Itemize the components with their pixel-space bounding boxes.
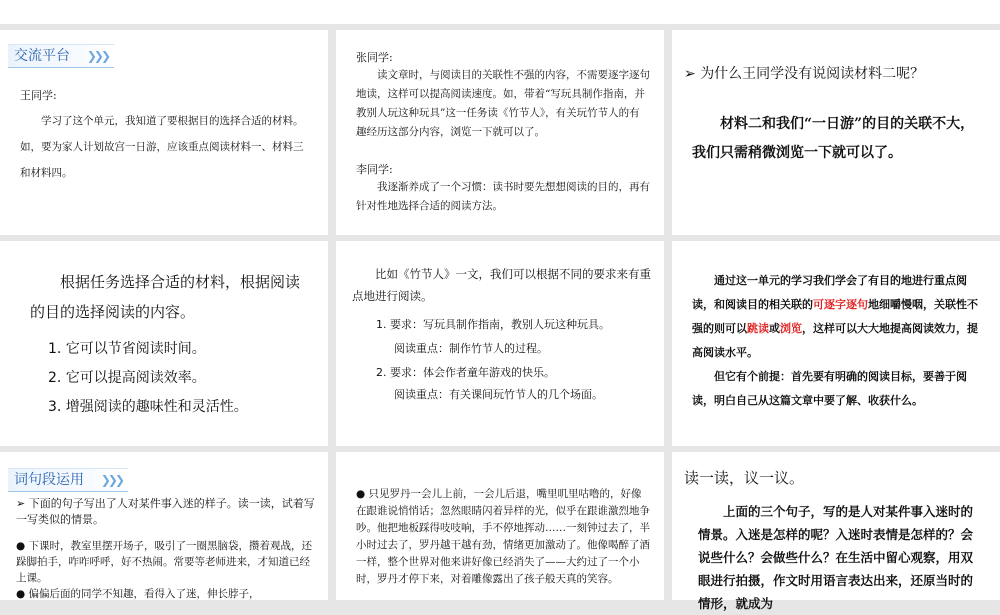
example-sentence	[16, 586, 316, 602]
slide-discussion[interactable]	[672, 452, 1000, 611]
example-sentence-text: 偏偏后面的同学不知趣，看得入了迷，伸长脖子，	[28, 588, 260, 600]
intro-text: 根据任务选择合适的材料，根据阅读的目的选择阅读的内容。	[30, 273, 301, 321]
section-tag	[8, 44, 114, 68]
highlight-text: 浏览	[780, 322, 802, 335]
example-sentence-text: 下课时，教室里摆开场子，吸引了一圈黑脑袋，攒着观战，还跺脚拍手，咋咋呼呼，好不热闹。常要等老师进来，才知道已经上课。	[16, 540, 312, 584]
reading-focus: 阅读重点：有关课间玩竹节人的几个场面。	[394, 388, 603, 401]
summary-paragraph	[692, 269, 984, 365]
slide-reading-purpose[interactable]	[0, 241, 328, 446]
slide-example[interactable]	[336, 241, 664, 446]
slide-rodin-example[interactable]	[336, 452, 664, 600]
benefit-list	[48, 335, 248, 422]
question-line	[684, 64, 924, 84]
chevron-right-icon: ❯❯❯	[100, 473, 122, 487]
question-text: 为什么王同学没有说阅读材料二呢？	[700, 66, 925, 82]
slide-sentence-use[interactable]	[0, 452, 328, 600]
intro-text: 比如《竹节人》一文，我们可以根据不同的要求来有重点地进行阅读。	[352, 267, 651, 303]
speaker-name: 李同学:	[356, 163, 393, 176]
summary-text: 通过这一单元的学习我们学会了有目的地进行重点阅读，和阅读目的相关联的	[692, 274, 967, 311]
section-tag-label: 词句段运用	[14, 472, 84, 488]
bullet-icon: ●	[356, 488, 369, 500]
speaker-quote: 学习了这个单元，我知道了要根据目的选择合适的材料。如，要为家人计划故宫一日游，应该重点阅读材料一、材料三和材料四。	[20, 115, 304, 179]
requirement-item: 1. 要求：写玩具制作指南，教别人玩这种玩具。	[376, 318, 610, 331]
slide-exchange-platform[interactable]	[0, 30, 328, 235]
example-sentence-text: 只见罗丹一会儿上前，一会儿后退，嘴里叽里咕噜的，好像在跟谁说悄悄话；忽然眼睛闪着异样的光，似乎在跟谁激烈地争吵。他把地板踩得吱吱响，手不停地挥动……一刻钟过去了，半小时过去了，罗丹越干越有劲，情绪更加激动了。他像喝醉了酒一样，整个世界对他来讲好像已经消失了——大约过了一个小时，罗丹才停下来，对着雕像露出了孩子般天真的笑容。	[356, 488, 650, 585]
section-tag	[8, 468, 128, 492]
bullet-icon: ●	[16, 588, 29, 600]
slide-student-views[interactable]	[336, 30, 664, 235]
answer-text: 材料二和我们“一日游”的目的关联不大，我们只需稍微浏览一下就可以了。	[692, 116, 975, 161]
arrow-bullet-icon: ➢	[684, 66, 701, 82]
benefit-item: 1. 它可以节省阅读时间。	[48, 341, 206, 357]
benefit-item: 2. 它可以提高阅读效率。	[48, 370, 206, 386]
task-prompt	[16, 496, 316, 528]
speaker-name: 张同学:	[356, 51, 393, 64]
slide-question[interactable]	[672, 30, 1000, 235]
speaker-quote: 读文章时，与阅读目的关联性不强的内容，不需要逐字逐句地读，这样可以提高阅读速度。如，带着“写玩具制作指南，并教别人玩这种玩具”这一任务读《竹节人》，有关玩竹节人的有趣经历这部分内容，浏览一下就可以了。	[356, 69, 650, 138]
summary-text: 或	[769, 322, 780, 335]
arrow-bullet-icon: ➢	[16, 497, 29, 510]
highlight-text: 跳读	[747, 322, 769, 335]
section-tag-label: 交流平台	[14, 48, 70, 64]
example-sentence	[16, 538, 316, 586]
discussion-title: 读一读，议一议。	[684, 469, 805, 487]
summary-text: 地细嚼慢咽，关联性不强的则可以	[692, 298, 978, 335]
speaker-quote: 我逐渐养成了一个习惯：读书时要先想想阅读的目的，再有针对性地选择合适的阅读方法。	[356, 181, 650, 212]
requirement-item: 2. 要求：体会作者童年游戏的快乐。	[376, 366, 555, 379]
discussion-text: 上面的三个句子，写的是人对某件事入迷时的情景。入迷是怎样的呢？入迷时表情是怎样的？会说些什么？会做些什么？在生活中留心观察，用双眼进行拍摄，作文时用语言表达出来，还原当时的情形，就成为	[698, 504, 974, 611]
highlight-text: 可逐字逐句	[813, 298, 868, 311]
top-strip	[0, 0, 1000, 24]
premise-paragraph: 但它有个前提：首先要有明确的阅读目标，要善于阅读，明白自己从这篇文章中要了解、收获什么。	[692, 370, 967, 407]
bullet-icon: ●	[16, 540, 29, 552]
example-sentence	[356, 486, 650, 588]
task-prompt-text: 下面的句子写出了人对某件事入迷的样子。读一读，试着写一写类似的情景。	[16, 497, 315, 526]
slide-summary[interactable]	[672, 241, 1000, 446]
benefit-item: 3. 增强阅读的趣味性和灵活性。	[48, 399, 248, 415]
summary-text: ，这样可以大大地提高阅读效力，提高阅读水平。	[692, 322, 978, 359]
reading-focus: 阅读重点：制作竹节人的过程。	[394, 342, 548, 355]
speaker-name: 王同学:	[20, 89, 57, 102]
chevron-right-icon: ❯❯❯	[86, 49, 108, 63]
